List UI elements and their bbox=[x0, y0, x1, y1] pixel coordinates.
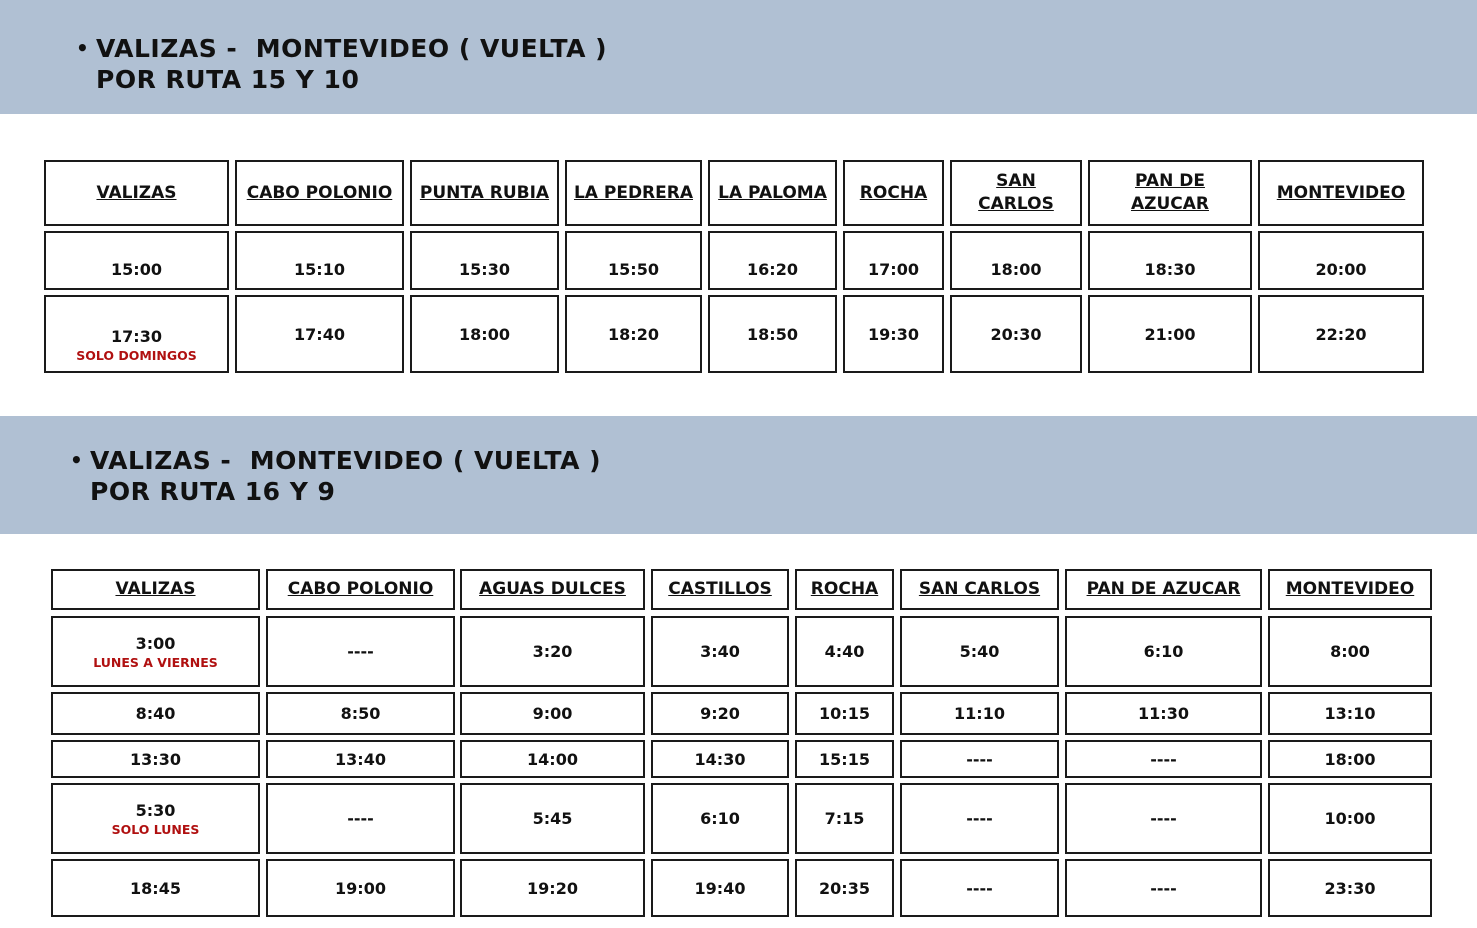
time-value: 19:00 bbox=[335, 878, 386, 898]
table-cell bbox=[1258, 231, 1424, 290]
table-cell bbox=[1088, 295, 1252, 373]
table-cell bbox=[1065, 616, 1262, 687]
table-cell bbox=[1065, 783, 1262, 854]
table-cell bbox=[235, 231, 404, 290]
table-cell bbox=[651, 692, 789, 735]
time-value: ---- bbox=[1150, 878, 1177, 898]
table-cell bbox=[843, 231, 944, 290]
time-value: 8:50 bbox=[340, 704, 381, 723]
time-value: 21:00 bbox=[1144, 324, 1196, 344]
time-value: 17:40 bbox=[294, 324, 345, 344]
table-cell bbox=[843, 295, 944, 373]
time-value: 13:10 bbox=[1324, 704, 1376, 723]
table-cell bbox=[1268, 859, 1432, 917]
table-cell bbox=[900, 859, 1059, 917]
table-cell bbox=[51, 740, 260, 778]
column-header bbox=[651, 569, 789, 610]
time-value: 9:20 bbox=[700, 704, 740, 723]
time-value: 16:20 bbox=[747, 260, 798, 279]
time-value: 23:30 bbox=[1324, 878, 1376, 898]
table-cell bbox=[651, 859, 789, 917]
table-cell bbox=[266, 859, 455, 917]
schedule-note: SOLO LUNES bbox=[111, 821, 200, 837]
table-cell bbox=[1065, 740, 1262, 778]
table-cell bbox=[266, 740, 455, 778]
table-cell bbox=[235, 295, 404, 373]
table-cell bbox=[460, 692, 645, 735]
column-header bbox=[460, 569, 645, 610]
time-value: ---- bbox=[966, 809, 993, 828]
time-value: 18:30 bbox=[1144, 260, 1196, 279]
time-value: 15:00 bbox=[111, 260, 162, 279]
table-cell bbox=[460, 859, 645, 917]
table-cell bbox=[795, 783, 894, 854]
time-value: 17:30 bbox=[111, 327, 162, 346]
time-value: 17:00 bbox=[868, 260, 919, 279]
time-value: 5:40 bbox=[959, 642, 1000, 661]
table-cell bbox=[565, 295, 702, 373]
time-value: 5:30 bbox=[135, 800, 176, 820]
column-header-label: CABO POLONIO bbox=[287, 579, 434, 599]
table-cell bbox=[266, 616, 455, 687]
column-header-label: ROCHA bbox=[810, 579, 879, 599]
column-header bbox=[708, 160, 837, 226]
section2-title-line1: VALIZAS - MONTEVIDEO ( VUELTA ) bbox=[90, 446, 602, 475]
table-cell bbox=[795, 616, 894, 687]
column-header bbox=[1088, 160, 1252, 226]
table-cell bbox=[1268, 692, 1432, 735]
time-value: 18:20 bbox=[608, 324, 659, 344]
table-cell bbox=[795, 692, 894, 735]
column-header-label: PAN DE AZUCAR bbox=[1086, 579, 1241, 599]
table-cell bbox=[565, 231, 702, 290]
column-header bbox=[235, 160, 404, 226]
table-cell bbox=[1088, 231, 1252, 290]
table-cell bbox=[51, 616, 260, 687]
column-header-label: ROCHA bbox=[859, 182, 928, 203]
table-cell bbox=[44, 295, 229, 373]
time-value: 20:30 bbox=[990, 324, 1042, 344]
time-value: 8:40 bbox=[135, 704, 176, 723]
table-cell bbox=[51, 859, 260, 917]
table-cell bbox=[950, 231, 1082, 290]
bullet-icon: • bbox=[76, 36, 90, 60]
table-cell bbox=[460, 740, 645, 778]
section1-title-line2: POR RUTA 15 Y 10 bbox=[96, 65, 360, 94]
schedule-note: LUNES A VIERNES bbox=[93, 654, 218, 670]
time-value: 14:30 bbox=[694, 749, 746, 769]
time-value: 18:50 bbox=[747, 324, 798, 344]
column-header-label: PAN DE AZUCAR bbox=[1130, 171, 1209, 214]
time-value: 15:30 bbox=[459, 260, 510, 279]
time-value: 18:00 bbox=[1324, 749, 1376, 769]
table-cell bbox=[266, 783, 455, 854]
time-value: 10:00 bbox=[1324, 809, 1376, 828]
column-header bbox=[843, 160, 944, 226]
table-cell bbox=[795, 740, 894, 778]
time-value: 22:20 bbox=[1315, 324, 1367, 344]
column-header-label: LA PALOMA bbox=[718, 182, 827, 203]
time-value: 15:50 bbox=[608, 260, 659, 279]
time-value: 3:40 bbox=[700, 642, 740, 661]
time-value: 19:20 bbox=[527, 878, 578, 898]
time-value: 13:40 bbox=[335, 749, 386, 769]
time-value: 19:30 bbox=[868, 324, 919, 344]
column-header bbox=[410, 160, 559, 226]
column-header-label: CASTILLOS bbox=[668, 579, 772, 599]
time-value: 15:10 bbox=[294, 260, 345, 279]
table-cell bbox=[900, 692, 1059, 735]
table-cell bbox=[900, 740, 1059, 778]
table-cell bbox=[651, 740, 789, 778]
column-header-label: SAN CARLOS bbox=[918, 579, 1041, 599]
time-value: ---- bbox=[966, 749, 993, 769]
time-value: 6:10 bbox=[700, 809, 740, 828]
table-cell bbox=[51, 692, 260, 735]
table-cell bbox=[1268, 740, 1432, 778]
column-header-label: SAN CARLOS bbox=[978, 171, 1054, 214]
column-header-label: VALIZAS bbox=[115, 579, 196, 599]
column-header bbox=[795, 569, 894, 610]
time-value: 19:40 bbox=[694, 878, 746, 898]
table-cell bbox=[1268, 783, 1432, 854]
time-value: ---- bbox=[347, 809, 374, 828]
table-cell bbox=[900, 783, 1059, 854]
column-header bbox=[950, 160, 1082, 226]
time-value: 20:35 bbox=[819, 878, 870, 898]
time-value: 20:00 bbox=[1315, 260, 1367, 279]
table-cell bbox=[1065, 859, 1262, 917]
time-value: 18:00 bbox=[990, 260, 1042, 279]
time-value: 5:45 bbox=[532, 809, 573, 828]
section1-title bbox=[76, 33, 608, 95]
time-value: 18:00 bbox=[459, 324, 510, 344]
table-cell bbox=[708, 295, 837, 373]
section2-title-list bbox=[70, 445, 602, 507]
table-cell bbox=[950, 295, 1082, 373]
time-value: 14:00 bbox=[527, 749, 578, 769]
column-header-label: LA PEDRERA bbox=[573, 182, 694, 203]
time-value: 11:10 bbox=[954, 704, 1005, 723]
table-cell bbox=[900, 616, 1059, 687]
column-header-label: PUNTA RUBIA bbox=[419, 182, 550, 203]
column-header-label: VALIZAS bbox=[96, 182, 177, 203]
time-value: 7:15 bbox=[824, 809, 865, 828]
table-cell bbox=[795, 859, 894, 917]
column-header-label: MONTEVIDEO bbox=[1276, 182, 1406, 203]
table-cell bbox=[44, 231, 229, 290]
table-cell bbox=[1268, 616, 1432, 687]
column-header bbox=[900, 569, 1059, 610]
time-value: 15:15 bbox=[819, 749, 870, 769]
column-header bbox=[1065, 569, 1262, 610]
section2-banner bbox=[0, 416, 1477, 534]
time-value: ---- bbox=[1150, 809, 1177, 828]
column-header bbox=[1258, 160, 1424, 226]
column-header-label: MONTEVIDEO bbox=[1285, 579, 1415, 599]
column-header bbox=[44, 160, 229, 226]
table-cell bbox=[708, 231, 837, 290]
time-value: 8:00 bbox=[1330, 642, 1370, 661]
table-cell bbox=[460, 616, 645, 687]
time-value: ---- bbox=[966, 878, 993, 898]
table-cell bbox=[51, 783, 260, 854]
time-value: 10:15 bbox=[819, 704, 870, 723]
table-cell bbox=[651, 783, 789, 854]
section2-title-line2: POR RUTA 16 Y 9 bbox=[90, 477, 336, 506]
table-cell bbox=[1258, 295, 1424, 373]
time-value: 4:40 bbox=[824, 642, 865, 661]
time-value: 18:45 bbox=[130, 878, 181, 898]
table-cell bbox=[651, 616, 789, 687]
table-cell bbox=[460, 783, 645, 854]
section1-title-list bbox=[76, 33, 608, 95]
table-cell bbox=[1065, 692, 1262, 735]
schedule-note: SOLO DOMINGOS bbox=[76, 348, 197, 363]
column-header bbox=[1268, 569, 1432, 610]
column-header bbox=[565, 160, 702, 226]
time-value: 13:30 bbox=[130, 749, 181, 769]
time-value: ---- bbox=[347, 642, 374, 661]
time-value: ---- bbox=[1150, 749, 1177, 769]
section2-title bbox=[70, 445, 602, 507]
time-value: 3:00 bbox=[135, 633, 176, 653]
table-cell bbox=[410, 231, 559, 290]
bullet-icon: • bbox=[70, 448, 84, 472]
time-value: 9:00 bbox=[532, 704, 573, 723]
column-header bbox=[51, 569, 260, 610]
section1-title-line1: VALIZAS - MONTEVIDEO ( VUELTA ) bbox=[96, 34, 608, 63]
time-value: 6:10 bbox=[1143, 642, 1184, 661]
column-header bbox=[266, 569, 455, 610]
table-cell bbox=[266, 692, 455, 735]
column-header-label: AGUAS DULCES bbox=[479, 579, 626, 599]
section1-banner bbox=[0, 0, 1477, 114]
time-value: 11:30 bbox=[1138, 704, 1189, 723]
time-value: 3:20 bbox=[532, 642, 573, 661]
column-header-label: CABO POLONIO bbox=[246, 182, 393, 203]
table-cell bbox=[410, 295, 559, 373]
